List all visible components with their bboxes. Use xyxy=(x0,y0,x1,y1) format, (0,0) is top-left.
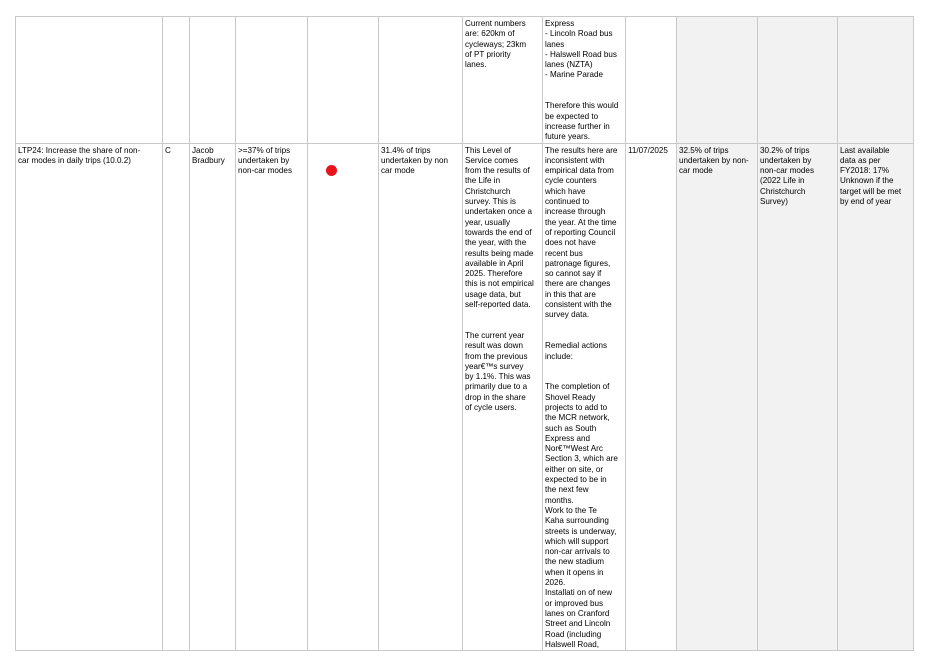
status-cell xyxy=(308,143,379,651)
target-cell xyxy=(236,17,308,144)
notes-cell: Last available data as per FY2018: 17% Unknown if the target will be met by end of year xyxy=(838,143,914,651)
prev-result-cell: 32.5% of trips undertaken by non- car mode xyxy=(677,143,758,651)
notes-cell xyxy=(838,17,914,144)
prev-result-cell-2: 30.2% of trips undertaken by non-car modes (2022 Life in Christchurch Survey) xyxy=(758,143,838,651)
prev-result-cell-2 xyxy=(758,17,838,144)
date-cell: 11/07/2025 xyxy=(626,143,677,651)
target-cell: >=37% of trips undertaken by non-car modes xyxy=(236,143,308,651)
red-status-dot-icon xyxy=(326,165,337,176)
measure-cell: LTP24: Increase the share of non- car modes in daily trips (10.0.2) xyxy=(16,143,163,651)
status-cell xyxy=(308,17,379,144)
performance-table xyxy=(15,16,914,651)
commentary-cell: This Level of Service comes from the results of the Life in Christchurch survey. This is undertaken once a year, usually towards the end of the year, with the results being made available in April 2025. Therefore this is not empirical usage data, but self-reported data. The current year result was down from the previous year€™s survey by 1.1%. This was primarily due to a drop in the share of cycle users. xyxy=(463,143,543,651)
actual-cell: 31.4% of trips undertaken by non car mode xyxy=(379,143,463,651)
date-cell xyxy=(626,17,677,144)
level-cell xyxy=(163,17,190,144)
results-cell: Express - Lincoln Road bus lanes - Halswell Road bus lanes (NZTA) - Marine Parade Therefore this would be expected to increase further in future years. xyxy=(543,17,626,144)
measure-cell xyxy=(16,17,163,144)
results-cell: The results here are inconsistent with empirical data from cycle counters which have continued to increase through the year. At the time of reporting Council does not have recent bus patronage figures, so cannot say if there are changes in this that are consistent with the survey data. Remedial actions include: The completion of Shovel Ready projects to add to the MCR network, such as South Express and Nor€™West Arc Section 3, which are either on site, or expected to be in the next few months. Work to the Te Kaha surrounding streets is underway, which will support non-car arrivals to the new stadium when it opens in 2026. Installati on of new or improved bus lanes on Cranford Street and Lincoln Road (including Halswell Road, xyxy=(543,143,626,651)
level-cell: C xyxy=(163,143,190,651)
actual-cell xyxy=(379,17,463,144)
owner-cell xyxy=(190,17,236,144)
owner-cell: Jacob Bradbury xyxy=(190,143,236,651)
commentary-cell: Current numbers are: 620km of cycleways; 23km of PT priority lanes. xyxy=(463,17,543,144)
table-row xyxy=(16,143,914,651)
table-row xyxy=(16,17,914,144)
prev-result-cell xyxy=(677,17,758,144)
